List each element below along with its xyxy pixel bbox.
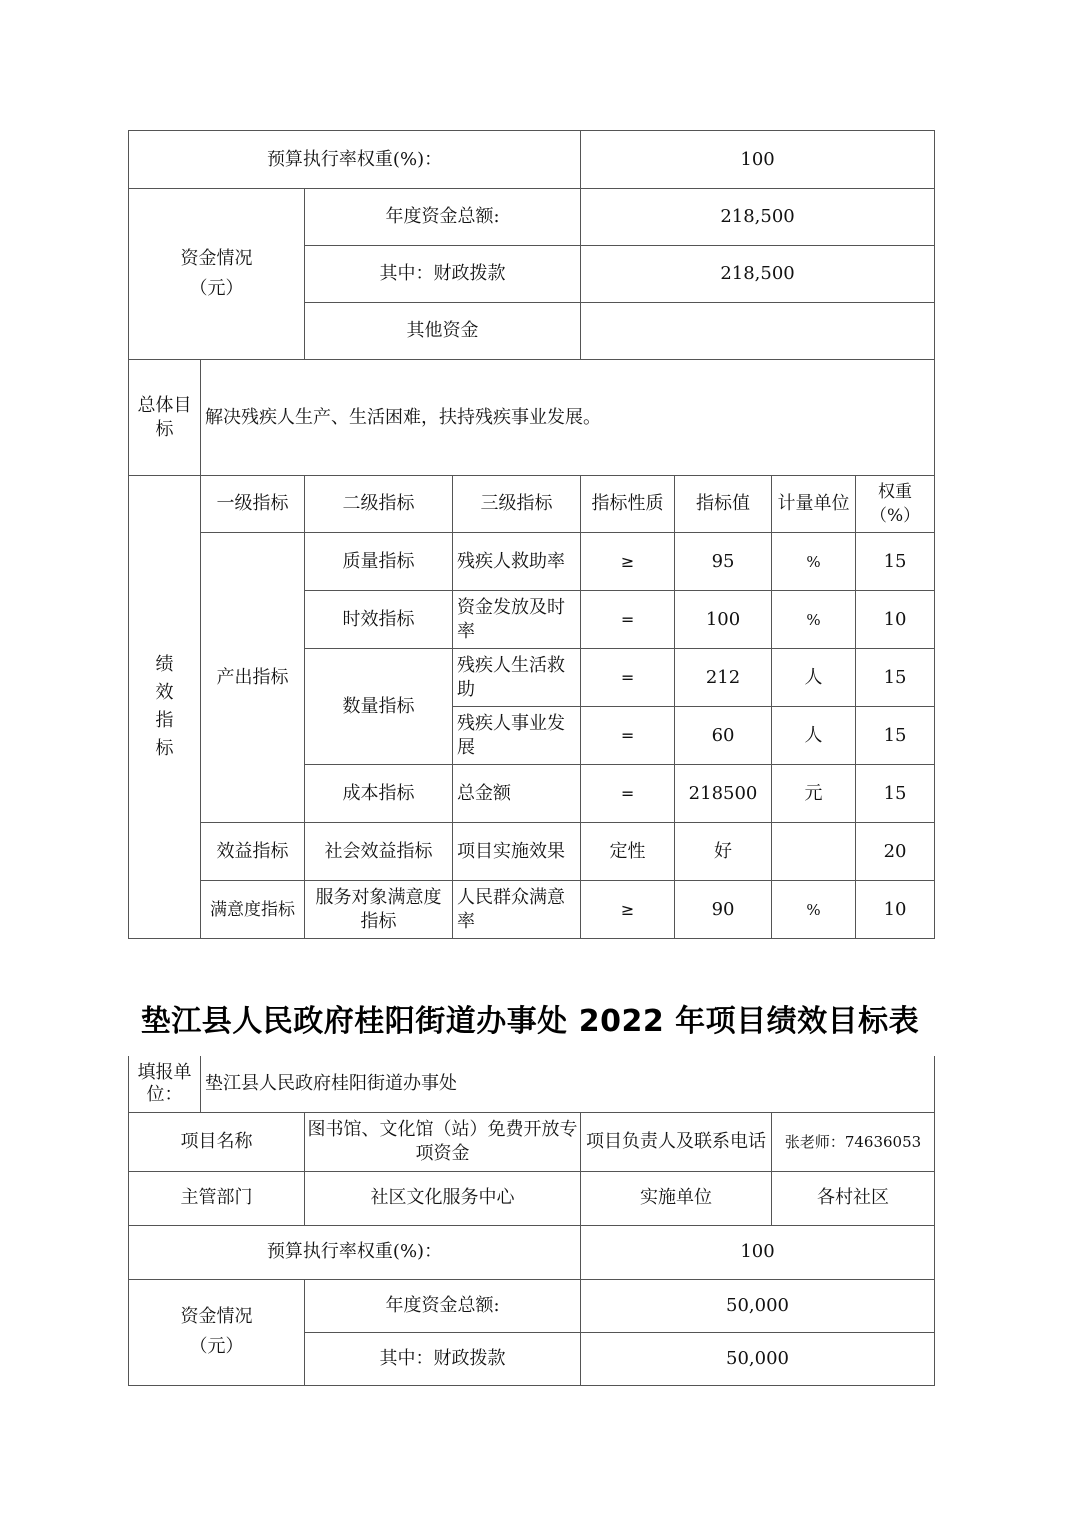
weight-cell: 20 bbox=[856, 823, 935, 881]
budget-rate-value: 100 bbox=[581, 1225, 935, 1279]
value-cell: 90 bbox=[675, 881, 772, 939]
table-row bbox=[129, 823, 935, 881]
document-title: 垫江县人民政府桂阳街道办事处 2022 年项目绩效目标表 bbox=[140, 1004, 920, 1039]
level2-cell: 数量指标 bbox=[305, 649, 453, 765]
level3-cell: 资金发放及时率 bbox=[453, 591, 581, 649]
weight-cell: 15 bbox=[856, 533, 935, 591]
header-level3: 三级指标 bbox=[453, 476, 581, 533]
annual-total-label: 年度资金总额: bbox=[305, 189, 581, 246]
other-funds-label: 其他资金 bbox=[305, 303, 581, 360]
level1-cell: 效益指标 bbox=[201, 823, 305, 881]
budget-rate-label: 预算执行率权重(%)： bbox=[129, 131, 581, 189]
output-indicators-label: 产出指标 bbox=[201, 533, 305, 823]
level2-cell: 质量指标 bbox=[305, 533, 453, 591]
funds-label: 资金情况（元） bbox=[129, 189, 305, 360]
fiscal-value: 218,500 bbox=[581, 246, 935, 303]
weight-cell: 15 bbox=[856, 765, 935, 823]
value-cell: 60 bbox=[675, 707, 772, 765]
table-row bbox=[129, 881, 935, 939]
fiscal-label: 其中：财政拨款 bbox=[305, 246, 581, 303]
level1-cell: 满意度指标 bbox=[201, 881, 305, 939]
performance-indicators-label: 绩效指标 bbox=[129, 476, 201, 939]
value-cell: 218500 bbox=[675, 765, 772, 823]
overall-goal-label: 总体目标 bbox=[129, 360, 201, 476]
annual-total-value: 50,000 bbox=[581, 1279, 935, 1332]
nature-cell: ≥ bbox=[581, 533, 675, 591]
weight-cell: 15 bbox=[856, 649, 935, 707]
header-level2: 二级指标 bbox=[305, 476, 453, 533]
level3-cell: 残疾人事业发展 bbox=[453, 707, 581, 765]
unit-cell: % bbox=[772, 591, 856, 649]
header-nature: 指标性质 bbox=[581, 476, 675, 533]
project-name-label: 项目名称 bbox=[129, 1112, 305, 1171]
unit-cell: % bbox=[772, 881, 856, 939]
unit-cell bbox=[772, 823, 856, 881]
level2-cell: 时效指标 bbox=[305, 591, 453, 649]
level3-cell: 项目实施效果 bbox=[453, 823, 581, 881]
fiscal-value: 50,000 bbox=[581, 1332, 935, 1385]
impl-unit-label: 实施单位 bbox=[581, 1171, 772, 1225]
unit-cell: 元 bbox=[772, 765, 856, 823]
performance-table-1 bbox=[128, 130, 935, 939]
impl-unit-value: 各村社区 bbox=[772, 1171, 935, 1225]
level2-cell: 服务对象满意度指标 bbox=[305, 881, 453, 939]
weight-cell: 15 bbox=[856, 707, 935, 765]
annual-total-value: 218,500 bbox=[581, 189, 935, 246]
nature-cell: ≥ bbox=[581, 881, 675, 939]
weight-cell: 10 bbox=[856, 591, 935, 649]
contact-value: 张老师：74636053 bbox=[772, 1112, 935, 1171]
overall-goal-text: 解决残疾人生产、生活困难，扶持残疾事业发展。 bbox=[201, 360, 935, 476]
nature-cell: = bbox=[581, 649, 675, 707]
value-cell: 好 bbox=[675, 823, 772, 881]
value-cell: 95 bbox=[675, 533, 772, 591]
nature-cell: = bbox=[581, 765, 675, 823]
header-level1: 一级指标 bbox=[201, 476, 305, 533]
reporting-unit-value: 垫江县人民政府桂阳街道办事处 bbox=[201, 1056, 935, 1112]
level3-cell: 人民群众满意率 bbox=[453, 881, 581, 939]
unit-cell: 人 bbox=[772, 707, 856, 765]
weight-cell: 10 bbox=[856, 881, 935, 939]
budget-rate-value: 100 bbox=[581, 131, 935, 189]
nature-cell: 定性 bbox=[581, 823, 675, 881]
header-value: 指标值 bbox=[675, 476, 772, 533]
dept-label: 主管部门 bbox=[129, 1171, 305, 1225]
level3-cell: 残疾人生活救助 bbox=[453, 649, 581, 707]
performance-table-2 bbox=[128, 1056, 935, 1386]
budget-rate-label: 预算执行率权重(%)： bbox=[129, 1225, 581, 1279]
project-name-value: 图书馆、文化馆（站）免费开放专项资金 bbox=[305, 1112, 581, 1171]
header-weight: 权重（%） bbox=[856, 476, 935, 533]
level3-cell: 残疾人救助率 bbox=[453, 533, 581, 591]
funds-label: 资金情况（元） bbox=[129, 1279, 305, 1385]
reporting-unit-label: 填报单位： bbox=[129, 1056, 201, 1112]
level2-cell: 社会效益指标 bbox=[305, 823, 453, 881]
unit-cell: 人 bbox=[772, 649, 856, 707]
value-cell: 212 bbox=[675, 649, 772, 707]
level2-cell: 成本指标 bbox=[305, 765, 453, 823]
other-funds-value bbox=[581, 303, 935, 360]
dept-value: 社区文化服务中心 bbox=[305, 1171, 581, 1225]
level3-cell: 总金额 bbox=[453, 765, 581, 823]
annual-total-label: 年度资金总额: bbox=[305, 1279, 581, 1332]
value-cell: 100 bbox=[675, 591, 772, 649]
nature-cell: = bbox=[581, 591, 675, 649]
nature-cell: = bbox=[581, 707, 675, 765]
header-unit: 计量单位 bbox=[772, 476, 856, 533]
contact-label: 项目负责人及联系电话 bbox=[581, 1112, 772, 1171]
fiscal-label: 其中：财政拨款 bbox=[305, 1332, 581, 1385]
unit-cell: % bbox=[772, 533, 856, 591]
table-row bbox=[129, 533, 935, 591]
